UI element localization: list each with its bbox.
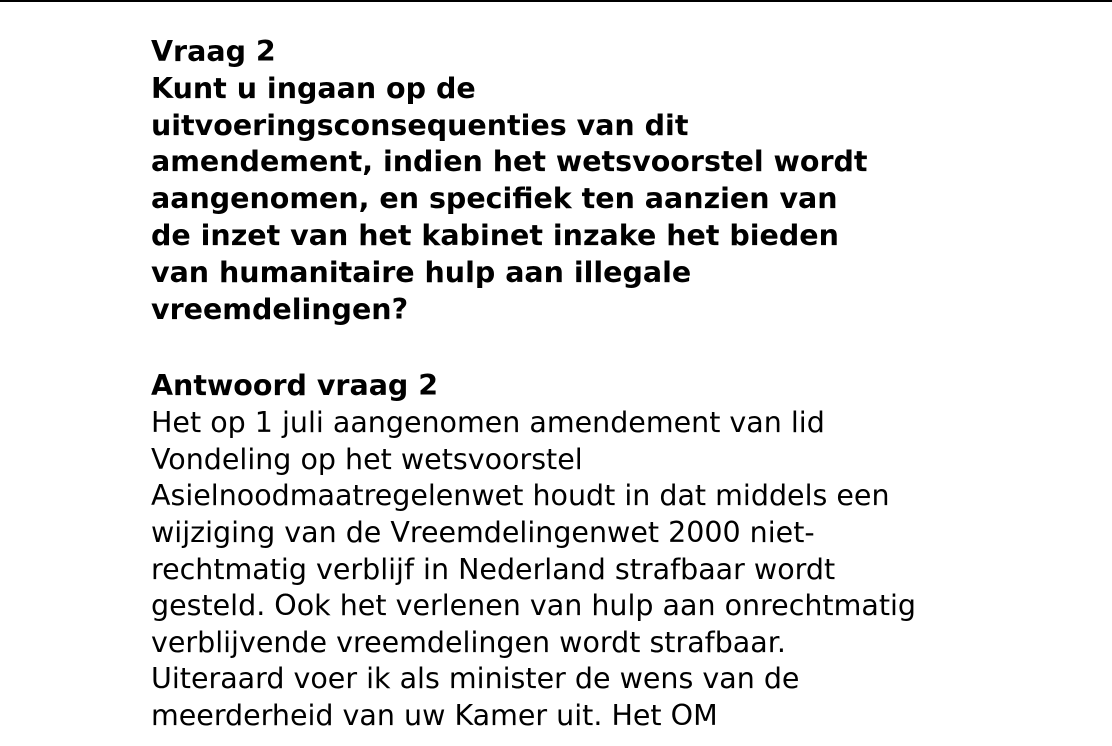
- answer-text: Het op 1 juli aangenomen amendement van lid Vondeling op het wetsvoorstel Asielnoodmaatregelenwet houdt in dat middels een wijziging van de Vreemdelingenwet 2000 niet-rechtmatig verblijf in Nederland strafbaar wordt gesteld. Ook het verlenen van hulp aan onrechtmatig verblijvende vreemdelingen wordt strafbaar. Uiteraard voer ik als minister de wens van de meerderheid van uw Kamer uit. Het OM: [151, 406, 917, 732]
- top-divider: [0, 0, 1112, 2]
- answer-block: [151, 368, 951, 734]
- question-block: [151, 34, 951, 328]
- question-heading: Vraag 2: [151, 35, 276, 68]
- document-page: [151, 34, 951, 735]
- answer-heading: Antwoord vraag 2: [151, 369, 439, 403]
- question-text: Kunt u ingaan op de uitvoeringsconsequenties van dit amendement, indien het wetsvoorstel wordt aangenomen, en specifiek ten aanzien van de inzet van het kabinet inzake het bieden van humanitaire hulp aan illegale vreemdelingen?: [151, 71, 868, 326]
